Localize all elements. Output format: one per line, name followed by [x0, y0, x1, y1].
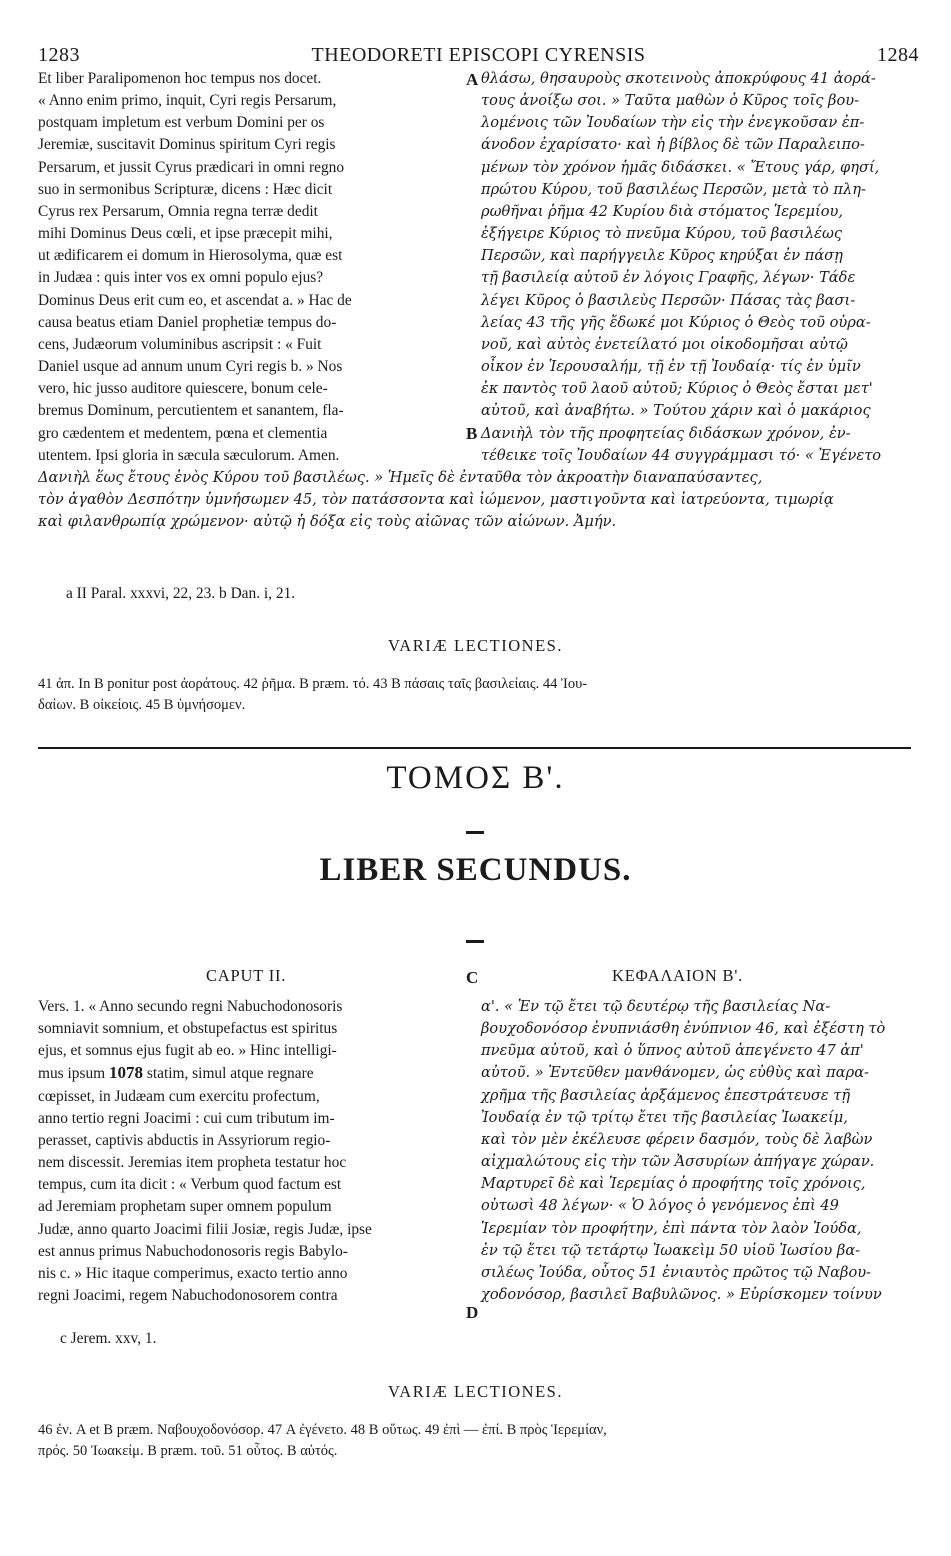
- latin-line: bremus Dominum, percutientem et sanantem, fla-: [38, 402, 344, 420]
- greek-line: ἐξήγειρε Κύριος τὸ πνεῦμα Κύρου, τοῦ βασιλέως: [481, 225, 843, 243]
- greek-line: καὶ τὸν μὲν ἐκέλευσε φέρειν δασμόν, τοὺς δὲ λαβὼν: [481, 1130, 873, 1148]
- latin-line: tempus, cum ita dicit : « Verbum quod factum est: [38, 1176, 342, 1194]
- latin-column-bottom: [38, 996, 463, 1307]
- running-head: [38, 44, 919, 68]
- latin-fragment: mus ipsum: [38, 1065, 106, 1083]
- greek-line: Μαρτυρεῖ δὲ καὶ Ἱερεμίας ὁ προφήτης τοῖς χρόνοις,: [481, 1175, 866, 1193]
- greek-line: α'. « Ἐν τῷ ἔτει τῷ δευτέρῳ τῆς βασιλείας Να-: [481, 998, 831, 1015]
- latin-line: postquam impletum est verbum Domini per os: [38, 114, 325, 132]
- greek-line: βουχοδονόσορ ἐνυπνιάσθη ἐνύπνιον 46, καὶ ἐξέστη τὸ: [481, 1020, 886, 1038]
- caput-greek-heading: ΚΕΦΑΛΑΙΟΝ Β'.: [612, 966, 744, 985]
- footnote-top: a II Paral. xxxvi, 22, 23. b Dan. i, 21.: [66, 585, 296, 602]
- latin-line: Dominus Deus erit cum eo, et ascendat a. » Hac de: [38, 291, 352, 309]
- short-rule: [466, 940, 484, 943]
- latin-line: Et liber Paralipomenon hoc tempus nos docet.: [38, 70, 322, 87]
- greek-line: Περσῶν, καὶ παρήγγειλε Κῦρος κηρύξαι ἐν πάσῃ: [481, 247, 843, 265]
- variae-lectiones-title: VARIÆ LECTIONES.: [388, 1382, 563, 1401]
- latin-line: ut ædificarem ei domum in Hierosolyma, quæ est: [38, 247, 343, 265]
- latin-line: Jeremiæ, suscitavit Dominus spiritum Cyri regis: [38, 136, 336, 154]
- latin-line: « Anno enim primo, inquit, Cyri regis Persarum,: [38, 92, 337, 110]
- varia-line: 41 ἀπ. In B ponitur post ἀοράτους. 42 ῥῆμα. B præm. τό. 43 B πάσαις ταῖς βασιλείαις. 44 Ἰου-: [38, 676, 588, 692]
- greek-line: τους ἀνοίξω σοι. » Ταῦτα μαθὼν ὁ Κῦρος τοῖς βου-: [481, 92, 860, 110]
- margin-marker-c: C: [466, 968, 479, 987]
- greek-line: νοῦ, καὶ αὐτὸς ἐνετείλατό μοι οἰκοδομῆσαι αὐτῷ: [481, 335, 848, 353]
- latin-line: causa beatus etiam Daniel prophetiæ tempus do-: [38, 313, 337, 331]
- greek-line: τέθεικε τοῖς Ἰουδαίων 44 συγγράμμασι τό· « Ἐγένετο: [481, 446, 882, 464]
- greek-line: Δανιὴλ τὸν τῆς προφητείας διδάσκων χρόνον, ἐν-: [481, 424, 851, 442]
- latin-line: est annus primus Nabuchodonosoris regis Babylo-: [38, 1242, 348, 1260]
- latin-line: nem discessit. Jeremias item propheta testatur hoc: [38, 1154, 347, 1172]
- latin-line: somniavit somnium, et obstupefactus est spiritus: [38, 1020, 338, 1038]
- latin-line: cens, Judæorum voluminibus ascripsit : « Fuit: [38, 335, 322, 353]
- greek-line: τῇ βασιλείᾳ αὐτοῦ ἐν λόγοις Γραφῆς, λέγων· Τάδε: [481, 269, 856, 287]
- latin-line: utentem. Ipsi gloria in sæcula sæculorum. Amen.: [38, 446, 340, 464]
- greek-full-line: τὸν ἀγαθὸν Δεσπότην ὑμνήσωμεν 45, τὸν πατάσσοντα καὶ ἰώμενον, μαστιγοῦντα καὶ ἰατρεύοντα, τιμωρίᾳ: [38, 491, 834, 508]
- greek-line: πνεῦμα αὐτοῦ, καὶ ὁ ὕπνος αὐτοῦ ἀπεγένετο 47 ἀπ': [481, 1042, 864, 1060]
- latin-line: cœpisset, in Judæam cum exercitu profectum,: [38, 1087, 320, 1105]
- greek-full-line: καὶ φιλανθρωπίᾳ χρώμενον· αὐτῷ ἡ δόξα εἰς τοὺς αἰῶνας τῶν αἰώνων. Ἀμήν.: [38, 513, 617, 530]
- greek-line: ἐκ παντὸς τοῦ λαοῦ αὐτοῦ; Κύριος ὁ Θεὸς ἔσται μετ': [481, 380, 873, 398]
- latin-line: anno tertio regni Joacimi : cui cum tributum im-: [38, 1109, 335, 1127]
- variae-lectiones-bottom: [38, 1420, 911, 1462]
- running-title: THEODORETI EPISCOPI CYRENSIS: [311, 44, 646, 66]
- greek-line: λείας 43 τῆς γῆς ἔδωκέ μοι Κύριος ὁ Θεὸς τοῦ οὐρα-: [481, 313, 871, 331]
- greek-line: Ἱερεμίαν τὸν προφήτην, ἐπὶ πάντα τὸν λαὸν Ἰούδα,: [481, 1219, 862, 1237]
- greek-line: σιλέως Ἰούδα, οὗτος 51 ἐνιαυτὸς πρῶτος τῷ Ναβου-: [481, 1263, 872, 1281]
- column-number: 1078: [109, 1063, 143, 1083]
- greek-line: Ἰουδαίᾳ ἐν τῷ τρίτῳ ἔτει τῆς βασιλείας Ἰωακείμ,: [481, 1108, 848, 1126]
- greek-line: χοδονόσορ, βασιλεῖ Βαβυλῶνος. » Εὑρίσκομεν τοίνυν: [481, 1286, 882, 1304]
- latin-line: suo in sermonibus Scripturæ, dicens : Hæc dicit: [38, 180, 333, 198]
- greek-full-line: Δανιὴλ ἕως ἔτους ἑνὸς Κύρου τοῦ βασιλέως. » Ἡμεῖς δὲ ἐνταῦθα τὸν ἀκροατὴν διαναπαύσαντες,: [38, 469, 763, 486]
- latin-fragment: statim, simul atque regnare: [146, 1065, 314, 1083]
- variae-lectiones-title: VARIÆ LECTIONES.: [388, 636, 563, 655]
- greek-line: οἶκον ἐν Ἱερουσαλήμ, τῇ ἐν τῇ Ἰουδαίᾳ· τίς ἐν ὑμῖν: [481, 358, 861, 376]
- greek-column-top: [481, 68, 911, 467]
- greek-line: αὐτοῦ. » Ἐντεῦθεν μανθάνομεν, ὡς εὐθὺς καὶ παρα-: [481, 1064, 869, 1082]
- greek-line: αἰχμαλώτους εἰς τὴν τῶν Ἀσσυρίων ἀπήγαγε χώραν.: [481, 1153, 875, 1171]
- greek-line: αὐτοῦ, καὶ ἀναβήτω. » Τούτου χάριν καὶ ὁ μακάριος: [481, 402, 871, 420]
- tomos-heading: ΤΟΜΟΣ Β'.: [386, 760, 565, 796]
- latin-line: nis c. » Hic itaque comperimus, exacto tertio anno: [38, 1264, 348, 1282]
- page-number-left: 1283: [38, 44, 80, 66]
- latin-line: regni Joacimi, regem Nabuchodonosorem contra: [38, 1287, 338, 1305]
- varia-line: πρός. 50 Ἰωακείμ. B præm. τοῦ. 51 οὗτος. B αὐτός.: [38, 1443, 338, 1459]
- latin-line: vero, hic jusso auditore quiescere, bonum cele-: [38, 380, 328, 398]
- greek-line: ἐν τῷ ἔτει τῷ τετάρτῳ Ἰωακεὶμ 50 υἱοῦ Ἰωσίου βα-: [481, 1241, 861, 1259]
- liber-heading: LIBER SECUNDUS.: [319, 852, 632, 888]
- varia-line: δαίων. B οἰκείοις. 45 B ὑμνήσομεν.: [38, 697, 246, 713]
- greek-line: μένων τὸν χρόνον ἡμᾶς διδάσκει. « Ἔτους γάρ, φησί,: [481, 158, 880, 176]
- latin-column-top: [38, 68, 463, 467]
- variae-lectiones-top: [38, 674, 911, 716]
- greek-line: λομένοις τῶν Ἰουδαίων τὴν εἰς τὴν ἐνεγκοῦσαν ἐπ-: [481, 114, 865, 132]
- margin-marker-a: A: [466, 70, 479, 89]
- margin-marker-b: B: [466, 424, 478, 443]
- greek-line: οὑτωσὶ 48 λέγων· « Ὁ λόγος ὁ γενόμενος ἐπὶ 49: [481, 1197, 839, 1215]
- latin-line: ejus, et somnus ejus fugit ab eo. » Hinc intelligi-: [38, 1042, 337, 1060]
- latin-line: gro cædentem et medentem, pœna et clementia: [38, 424, 328, 442]
- greek-line: θλάσω, θησαυροὺς σκοτεινοὺς ἀποκρύφους 41 ἀορά-: [481, 70, 876, 87]
- latin-line: [38, 1062, 463, 1085]
- greek-line: χρῆμα τῆς βασιλείας ἀρξάμενος ἐπεστράτευσε τῇ: [481, 1086, 851, 1104]
- page-number-right: 1284: [877, 44, 919, 66]
- latin-line: in Judæa : quis inter vos ex omni populo ejus?: [38, 269, 324, 287]
- latin-line: Judæ, anno quarto Joacimi filii Josiæ, regis Judæ, ipse: [38, 1220, 372, 1238]
- greek-column-bottom: [481, 996, 911, 1306]
- latin-line: Persarum, et jussit Cyrus prædicari in omni regno: [38, 158, 345, 176]
- greek-line: ρωθῆναι ῥῆμα 42 Κυρίου διὰ στόματος Ἱερεμίου,: [481, 202, 844, 220]
- latin-line: mihi Dominus Deus cœli, et ipse præcepit mihi,: [38, 225, 333, 243]
- caput-latin-heading: CAPUT II.: [206, 966, 287, 985]
- latin-line: Vers. 1. « Anno secundo regni Nabuchodonosoris: [38, 998, 343, 1015]
- greek-line: λέγει Κῦρος ὁ βασιλεὺς Περσῶν· Πάσας τὰς βασι-: [481, 291, 856, 309]
- footnote-bottom: c Jerem. xxv, 1.: [60, 1330, 157, 1347]
- section-divider: [38, 747, 911, 749]
- latin-line: Daniel usque ad annum unum Cyri regis b. » Nos: [38, 358, 343, 376]
- latin-line: ad Jeremiam prophetam super omnem populum: [38, 1198, 332, 1216]
- short-rule: [466, 831, 484, 834]
- latin-line: Cyrus rex Persarum, Omnia regna terræ dedit: [38, 202, 318, 220]
- margin-marker-d: D: [466, 1303, 479, 1322]
- varia-line: 46 ἐν. A et B præm. Ναβουχοδονόσορ. 47 A ἐγένετο. 48 B οὕτως. 49 ἐπὶ — ἐπί. B πρὸς Ἱερεμίαν,: [38, 1422, 607, 1438]
- greek-line: άνοδον ἐχαρίσατο· καὶ ἡ βίβλος δὲ τῶν Παραλειπο-: [481, 136, 865, 154]
- latin-line: perasset, captivis abductis in Assyriorum regio-: [38, 1131, 331, 1149]
- greek-line: πρώτου Κύρου, τοῦ βασιλέως Περσῶν, μετὰ τὸ πλη-: [481, 180, 866, 198]
